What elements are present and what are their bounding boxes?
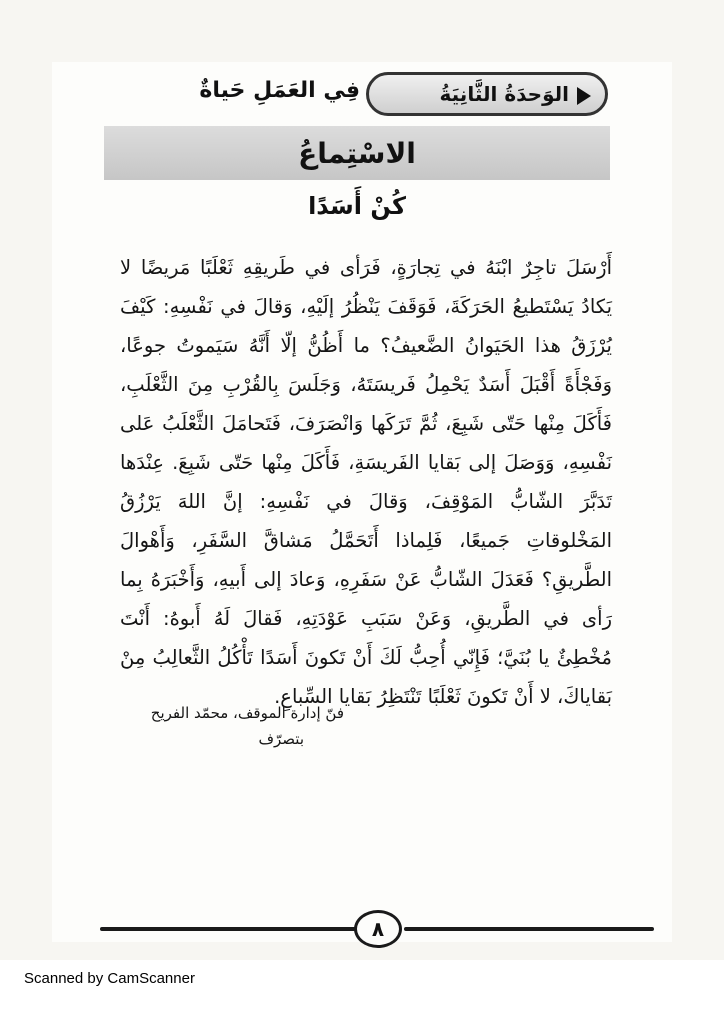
page-number: ٨	[354, 910, 402, 948]
story-title: كُنْ أَسَدًا	[308, 192, 406, 220]
story-paragraph: أَرْسَلَ تاجِرٌ ابْنَهُ في تِجارَةٍ، فَرَأى في طَريقِهِ ثَعْلَبًا مَريضًا لا يَكادُ يَسْتَطيعُ الحَرَكَةَ، فَوَقَفَ يَنْظُرُ إلَيْهِ، وَقالَ في نَفْسِهِ: كَيْفَ يُرْزَقُ هذا الحَيَوانُ الضَّعيفُ؟ ما أَظُنُّ إلّا أَنَّهُ سَيَموتُ جوعًا، وَفَجْأَةً أَقْبَلَ أَسَدٌ يَحْمِلُ فَريسَتَهُ، وَجَلَسَ بِالقُرْبِ مِنَ الثَّعْلَبِ، فَأَكَلَ مِنْها حَتّى شَبِعَ، ثُمَّ تَرَكَها وَانْصَرَفَ، فَتَحامَلَ الثَّعْلَبُ عَلى نَفْسِهِ، وَوَصَلَ إلى بَقايا الفَريسَةِ، فَأَكَلَ مِنْها حَتّى شَبِعَ. عِنْدَها تَدَبَّرَ الشّابُّ المَوْقِفَ، وَقالَ في نَفْسِهِ: إنَّ اللهَ يَرْزُقُ المَخْلوقاتِ جَميعًا، فَلِماذا أَتَحَمَّلُ مَشاقَّ السَّفَرِ، وَأَهْوالَ الطَّريقِ؟ فَعَدَلَ الشّابُّ عَنْ سَفَرِهِ، وَعادَ إلى أَبيهِ، وَأَخْبَرَهُ بِما رَأى في الطَّريقِ، وَعَنْ سَبَبِ عَوْدَتِهِ، فَقالَ لَهُ أَبوهُ: أَنْتَ مُخْطِئٌ يا بُنَيَّ؛ فَإِنّي أُحِبُّ لَكَ أَنْ تَكونَ أَسَدًا تَأْكُلُ الثَّعالِبُ مِنْ بَقاياكَ، لا أَنْ تَكونَ ثَعْلَبًا تَنْتَظِرُ بَقايا السِّباعِ.	[120, 256, 612, 708]
footer-line-left	[100, 927, 356, 931]
source-citation	[104, 700, 344, 752]
footer-line-right	[404, 927, 654, 931]
source-text: فنّ إدارة الموقف، محمّد الفريح	[150, 704, 344, 722]
unit-banner	[366, 72, 608, 116]
section-title: الاسْتِماعُ	[298, 136, 416, 170]
section-header	[104, 126, 610, 180]
story-body	[120, 248, 612, 716]
unit-label: الوَحدَةُ الثَّانِيَةُ	[439, 82, 569, 106]
adaptation-note: بتصرّف	[258, 730, 304, 748]
play-triangle-icon	[577, 87, 591, 105]
scanner-watermark: Scanned by CamScanner	[24, 970, 195, 987]
book-title: فِي العَمَلِ حَياةٌ	[199, 78, 360, 103]
